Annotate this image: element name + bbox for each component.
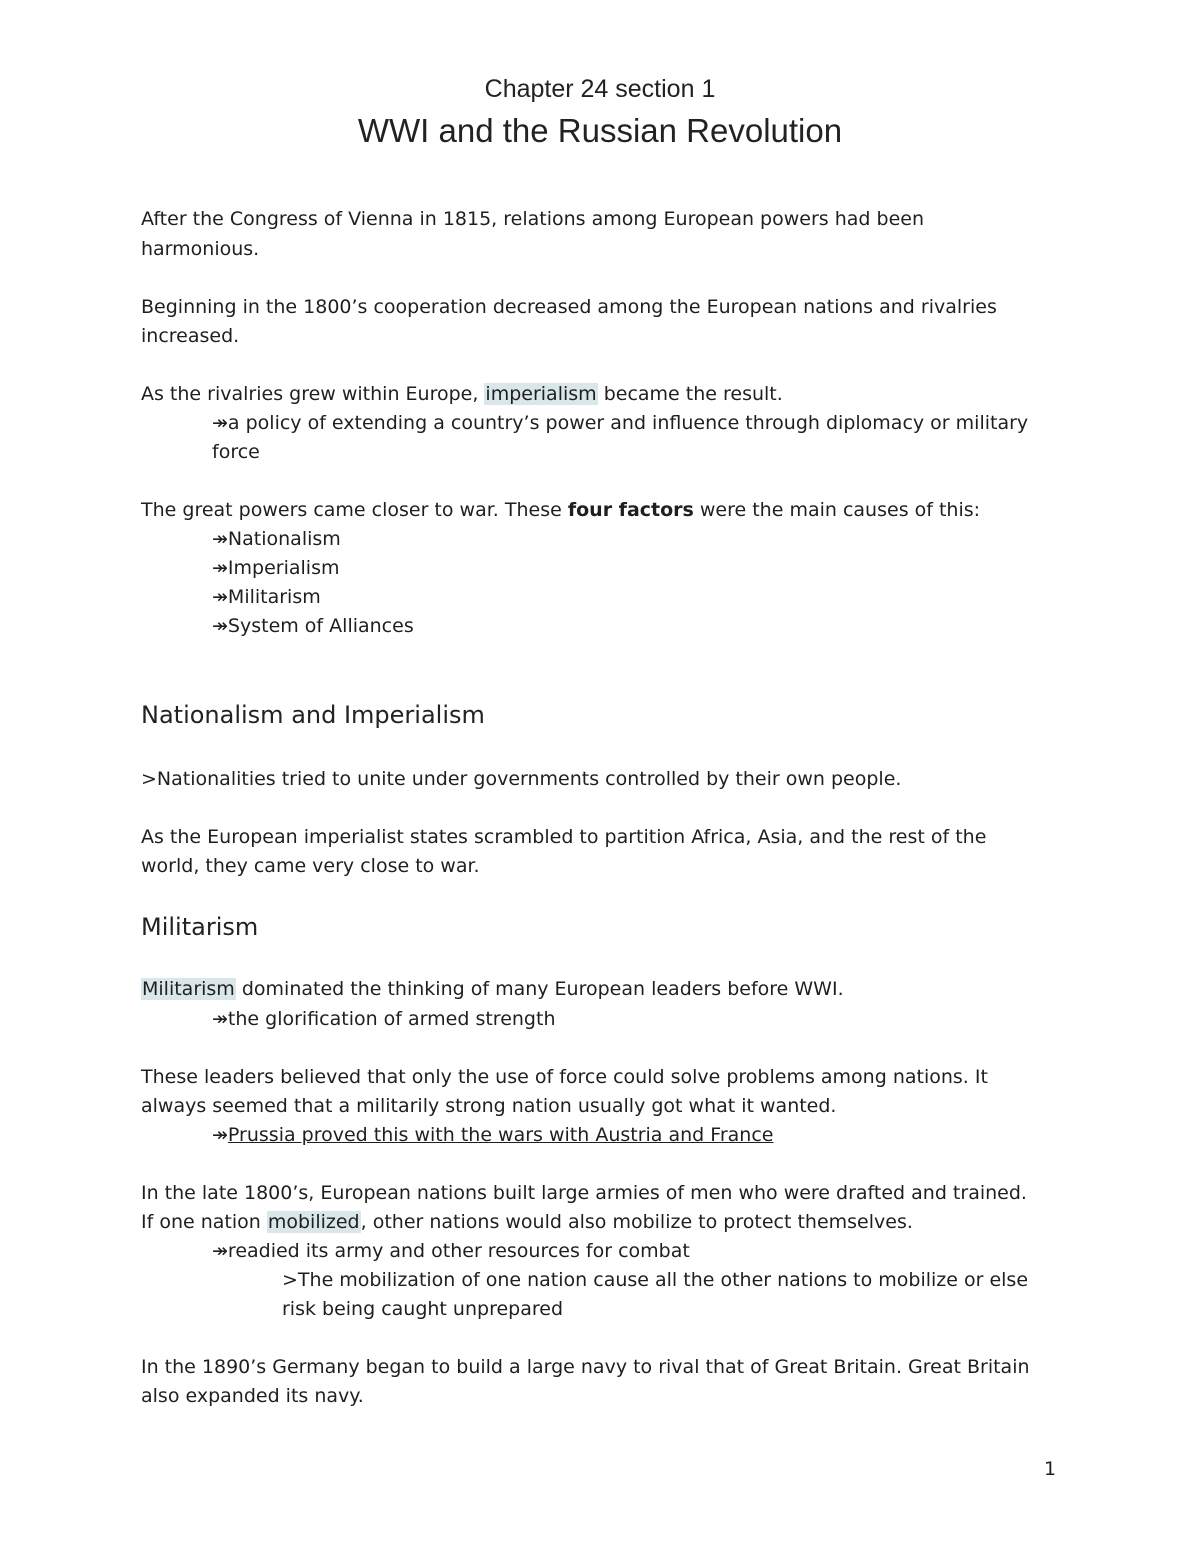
definition-imperialism-line-1: ↠a policy of extending a country’s power and influence through diplomacy or military [212, 412, 1029, 434]
factor-list-item: ↠System of Alliances [212, 615, 414, 637]
intro-paragraph-1-line-1: After the Congress of Vienna in 1815, relations among European powers had been [141, 208, 924, 230]
nationalism-paragraph-2-line-1: As the European imperialist states scrambled to partition Africa, Asia, and the rest of the [141, 826, 987, 848]
highlighted-term-militarism: Militarism [142, 978, 235, 1000]
factor-list-item: ↠Imperialism [212, 557, 340, 579]
highlighted-term-imperialism: imperialism [485, 383, 597, 405]
highlighted-term-mobilized: mobilized [267, 1211, 360, 1233]
intro-paragraph-2-line-1: Beginning in the 1800’s cooperation decreased among the European nations and rivalries [141, 296, 997, 318]
militarism-paragraph-3-line-1: In the late 1800’s, European nations built large armies of men who were drafted and trained. [141, 1182, 1027, 1204]
underlined-example: Prussia proved this with the wars with Austria and France [227, 1124, 774, 1146]
mobilization-note-line-1: >The mobilization of one nation cause all the other nations to mobilize or else [282, 1269, 1029, 1291]
arrow-icon: ↠ [212, 1124, 228, 1146]
nationalism-paragraph-1: >Nationalities tried to unite under governments controlled by their own people. [141, 768, 902, 790]
militarism-paragraph-4-line-1: In the 1890’s Germany began to build a large navy to rival that of Great Britain. Great Britain [141, 1356, 1030, 1378]
intro-paragraph-1-line-2: harmonious. [141, 238, 260, 260]
intro-paragraph-2-line-2: increased. [141, 325, 240, 347]
paragraph-text: became the result. [597, 383, 783, 405]
militarism-paragraph-4-line-2: also expanded its navy. [141, 1385, 364, 1407]
intro-paragraph-3 [141, 379, 783, 409]
paragraph-text: The great powers came closer to war. These [141, 499, 568, 521]
paragraph-text: , other nations would also mobilize to protect themselves. [360, 1211, 913, 1233]
section-heading-militarism: Militarism [141, 913, 259, 941]
paragraph-text: dominated the thinking of many European leaders before WWI. [235, 978, 844, 1000]
paragraph-text: If one nation [141, 1211, 267, 1233]
section-heading-nationalism: Nationalism and Imperialism [141, 701, 485, 729]
definition-militarism: ↠the glorification of armed strength [212, 1008, 556, 1030]
definition-imperialism-line-2: force [212, 441, 260, 463]
bold-term-four-factors: four factors [567, 499, 694, 521]
militarism-paragraph-3-line-2 [141, 1207, 913, 1237]
page-title: WWI and the Russian Revolution [357, 112, 843, 149]
definition-mobilized: ↠readied its army and other resources for combat [212, 1240, 690, 1262]
militarism-paragraph-2-line-1: These leaders believed that only the use of force could solve problems among nations. It [141, 1066, 988, 1088]
militarism-paragraph-2-line-2: always seemed that a militarily strong nation usually got what it wanted. [141, 1095, 837, 1117]
nationalism-paragraph-2-line-2: world, they came very close to war. [141, 855, 480, 877]
intro-paragraph-4 [141, 495, 980, 525]
paragraph-text: As the rivalries grew within Europe, [141, 383, 485, 405]
mobilization-note-line-2: risk being caught unprepared [282, 1298, 564, 1320]
paragraph-text: were the main causes of this: [693, 499, 981, 521]
factor-list-item: ↠Nationalism [212, 528, 341, 550]
factor-list-item: ↠Militarism [212, 586, 321, 608]
prussia-example [212, 1120, 773, 1150]
chapter-label: Chapter 24 section 1 [484, 75, 716, 103]
militarism-paragraph-1 [141, 974, 844, 1004]
page-number: 1 [1044, 1458, 1057, 1480]
